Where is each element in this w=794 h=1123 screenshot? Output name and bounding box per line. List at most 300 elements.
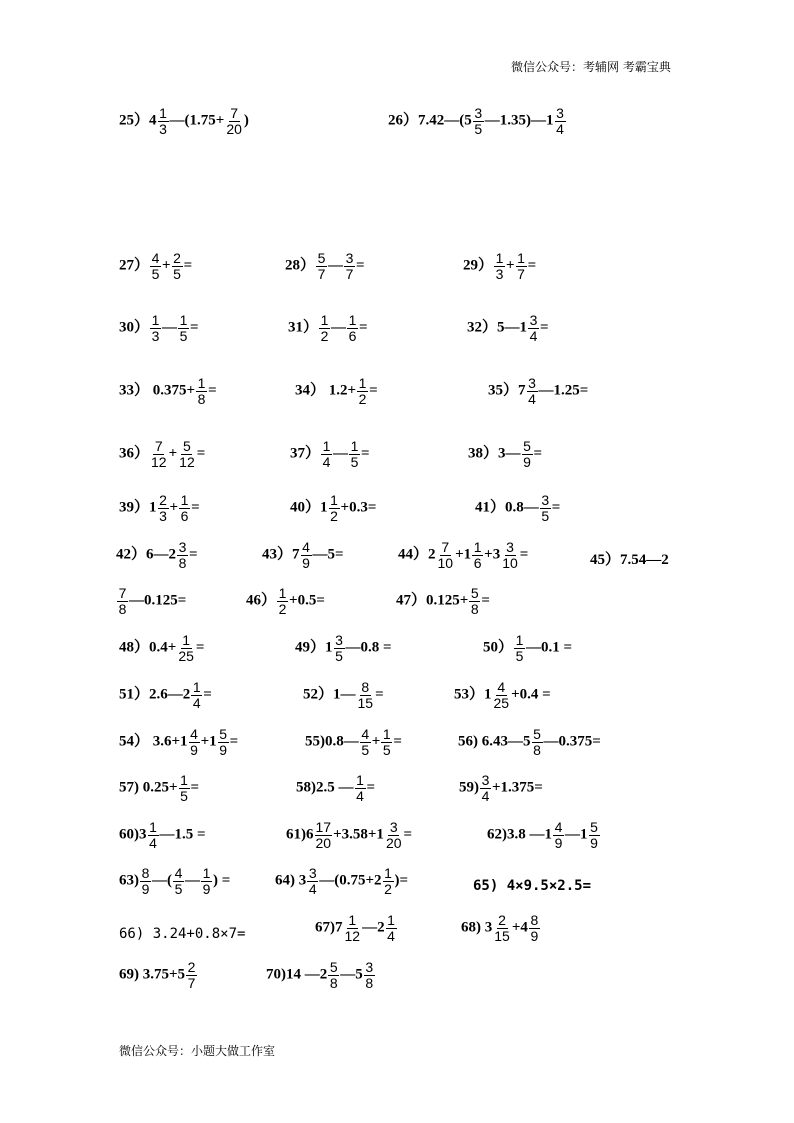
fraction-numerator: 1	[322, 438, 331, 454]
problem-43	[262, 540, 344, 570]
fraction-denominator: 10	[437, 554, 454, 571]
problem-text: +0.4 =	[511, 686, 551, 703]
problem-text: 63)	[119, 872, 139, 889]
problem-text: 59)	[459, 779, 479, 796]
problem-text: =	[369, 382, 378, 399]
problem-text: 36）	[119, 445, 150, 462]
problem-39	[119, 493, 200, 523]
fraction	[150, 313, 161, 343]
fraction	[357, 376, 368, 406]
fraction-numerator: 1	[179, 312, 188, 328]
fraction-numerator: 4	[174, 865, 183, 881]
fraction	[225, 106, 243, 136]
header-note: 微信公众号：考辅网 考霸宝典	[511, 60, 671, 74]
fraction-denominator: 4	[529, 327, 538, 344]
problem-text: =	[229, 733, 239, 750]
problem-57	[119, 773, 199, 803]
problem-text: —0.1 =	[526, 639, 573, 656]
problem-text: =	[190, 319, 199, 336]
fraction-numerator: 4	[302, 539, 310, 555]
problem-29	[463, 251, 536, 281]
fraction-denominator: 4	[481, 787, 490, 804]
problem-69	[119, 960, 198, 990]
fraction	[315, 820, 333, 850]
problem-text: +	[162, 257, 171, 274]
fraction-numerator: 3	[528, 375, 536, 391]
problem-text: +3	[484, 546, 501, 563]
problem-text: =	[527, 257, 537, 274]
problem-47	[396, 586, 490, 616]
fraction-denominator: 2	[278, 600, 287, 617]
fraction-numerator: 3	[335, 632, 343, 648]
fraction-numerator: 1	[182, 632, 190, 648]
fraction-denominator: 4	[356, 787, 364, 804]
fraction	[493, 913, 511, 943]
problem-text: 30）	[119, 319, 150, 336]
fraction-denominator: 7	[187, 974, 196, 991]
fraction	[201, 866, 212, 896]
fraction-denominator: 25	[178, 647, 194, 664]
fraction	[173, 866, 184, 896]
fraction-numerator: 5	[590, 819, 598, 835]
fraction	[493, 680, 511, 710]
problem-68	[461, 913, 541, 943]
fraction-numerator: 5	[533, 726, 541, 742]
fraction	[501, 540, 519, 570]
problem-text: 43）7	[262, 546, 300, 563]
problem-36	[119, 439, 205, 469]
fraction-numerator: 1	[473, 539, 482, 555]
fraction	[178, 313, 189, 343]
fraction	[357, 680, 375, 710]
problem-59	[459, 773, 543, 803]
fraction-denominator: 2	[358, 390, 367, 407]
problem-55	[305, 727, 402, 757]
fraction	[316, 251, 327, 281]
problem-text: 27）	[119, 257, 150, 274]
problem-56	[458, 727, 601, 757]
problem-text: +	[168, 445, 178, 462]
problem-text: 56) 6.43—5	[458, 733, 531, 750]
fraction	[158, 106, 169, 136]
fraction	[319, 313, 330, 343]
fraction-denominator: 15	[494, 927, 510, 944]
fraction	[522, 439, 533, 469]
fraction-numerator: 2	[159, 492, 167, 508]
problem-text: =	[356, 257, 365, 274]
fraction	[532, 727, 543, 757]
fraction-denominator: 9	[141, 880, 150, 897]
problem-text: =	[203, 686, 212, 703]
problem-text: 33） 0.375+	[119, 382, 196, 399]
fraction	[527, 376, 538, 406]
fraction	[191, 680, 202, 710]
fraction-numerator: 1	[356, 772, 364, 788]
fraction-numerator: 5	[523, 438, 531, 454]
problem-60	[119, 820, 206, 850]
problem-text: 51）2.6—2	[119, 686, 191, 703]
problem-44	[398, 540, 528, 570]
problem-58	[296, 773, 375, 803]
problem-text: 50）	[483, 639, 514, 656]
fraction-denominator: 15	[357, 694, 374, 711]
fraction-numerator: 1	[350, 438, 359, 454]
fraction-numerator: 5	[183, 438, 191, 454]
problem-text: 67)7	[315, 919, 343, 936]
fraction-denominator: 4	[387, 927, 395, 944]
fraction-numerator: 1	[180, 492, 189, 508]
problem-text: —5	[340, 966, 363, 983]
fraction-denominator: 5	[173, 265, 181, 282]
problem-text: —1.5 =	[159, 826, 206, 843]
fraction	[364, 960, 375, 990]
fraction-numerator: 2	[498, 912, 506, 928]
problem-49	[295, 633, 392, 663]
fraction	[473, 106, 484, 136]
problem-text: +	[371, 733, 381, 750]
fraction-denominator: 12	[179, 453, 195, 470]
fraction-denominator: 5	[174, 880, 183, 897]
fraction-numerator: 3	[506, 539, 514, 555]
problem-text: 37）	[290, 445, 321, 462]
fraction	[307, 866, 318, 896]
problem-text: 58)2.5 —	[296, 779, 354, 796]
problem-text: +1	[455, 546, 472, 563]
fraction	[140, 866, 151, 896]
problem-text: 42）6—2	[116, 546, 177, 563]
fraction-denominator: 2	[320, 327, 329, 344]
fraction-denominator: 4	[528, 390, 536, 407]
problem-25	[119, 106, 249, 136]
fraction-numerator: 1	[197, 375, 206, 391]
fraction-numerator: 1	[495, 250, 504, 266]
problem-text: —0.8 =	[345, 639, 392, 656]
problem-46	[246, 586, 325, 616]
fraction	[469, 586, 480, 616]
problem-40	[290, 493, 376, 523]
fraction-numerator: 2	[187, 959, 196, 975]
fraction-denominator: 8	[197, 390, 206, 407]
fraction-numerator: 7	[118, 585, 127, 601]
problem-text: 28）	[285, 257, 316, 274]
fraction	[321, 439, 332, 469]
problem-54	[119, 727, 238, 757]
fraction-numerator: 1	[278, 585, 287, 601]
fraction-numerator: 1	[330, 492, 338, 508]
problem-text: —(1.75+	[169, 112, 225, 129]
fraction-denominator: 8	[470, 600, 479, 617]
problem-text: +	[506, 257, 515, 274]
fraction-denominator: 3	[159, 507, 167, 524]
problem-text: 46）	[246, 592, 277, 609]
problem-text: 44）2	[398, 546, 436, 563]
problem-text: 29）	[463, 257, 494, 274]
fraction	[117, 586, 128, 616]
fraction-denominator: 5	[382, 741, 391, 758]
problem-63	[119, 866, 230, 896]
fraction-numerator: 4	[497, 679, 506, 695]
fraction	[177, 633, 195, 663]
fraction-denominator: 5	[180, 787, 188, 804]
fraction-denominator: 9	[530, 927, 539, 944]
fraction-numerator: 1	[384, 865, 392, 881]
fraction	[344, 913, 362, 943]
problem-text: =	[189, 546, 198, 563]
problem-text: 45）7.54—2	[590, 552, 669, 568]
problem-text: ) =	[213, 872, 231, 889]
fraction-numerator: 8	[361, 679, 370, 695]
problem-text: —2	[362, 919, 385, 936]
problem-65	[473, 879, 591, 893]
problem-text: 54） 3.6+1	[119, 733, 188, 750]
footer-note: 微信公众号：小题大做工作室	[119, 1044, 276, 1058]
fraction	[437, 540, 455, 570]
fraction-denominator: 8	[178, 554, 187, 571]
fraction-numerator: 1	[202, 865, 211, 881]
fraction	[189, 727, 200, 757]
problem-text: 70)14 —2	[266, 966, 328, 983]
problem-28	[285, 251, 365, 281]
fraction	[196, 376, 207, 406]
fraction	[172, 251, 183, 281]
fraction-denominator: 6	[473, 554, 482, 571]
fraction-denominator: 5	[179, 327, 188, 344]
problem-text: 66) 3.24+0.8×7=	[119, 926, 246, 942]
problem-51	[119, 680, 212, 710]
problem-text: =	[191, 499, 200, 516]
fraction-numerator: 4	[151, 250, 160, 266]
problem-text: 57) 0.25+	[119, 779, 178, 796]
fraction-denominator: 2	[330, 507, 338, 524]
fraction-denominator: 5	[361, 741, 370, 758]
fraction-numerator: 1	[320, 312, 329, 328]
fraction	[301, 540, 312, 570]
problem-41	[475, 493, 560, 523]
problem-67	[315, 913, 398, 943]
fraction	[472, 540, 483, 570]
fraction	[516, 251, 527, 281]
fraction	[277, 586, 288, 616]
problem-50	[483, 633, 572, 663]
fraction	[347, 313, 358, 343]
problem-text: +0.3=	[340, 499, 377, 516]
problem-text: 39）1	[119, 499, 157, 516]
fraction-denominator: 8	[118, 600, 127, 617]
fraction-numerator: 3	[541, 492, 550, 508]
fraction-numerator: 1	[517, 250, 525, 266]
fraction-numerator: 17	[315, 819, 332, 835]
fraction	[344, 251, 355, 281]
fraction	[381, 727, 392, 757]
problem-30	[119, 313, 199, 343]
fraction-denominator: 12	[344, 927, 361, 944]
problem-34	[295, 376, 378, 406]
fraction-denominator: 5	[541, 507, 550, 524]
problem-text: 64) 3	[275, 872, 307, 889]
fraction	[186, 960, 197, 990]
fraction-denominator: 5	[474, 120, 483, 137]
problem-text: =	[361, 445, 370, 462]
fraction-denominator: 5	[335, 647, 343, 664]
fraction-denominator: 20	[385, 834, 402, 851]
fraction-denominator: 5	[151, 265, 160, 282]
problem-text: 52）1—	[303, 686, 356, 703]
fraction-denominator: 20	[226, 120, 242, 137]
fraction-denominator: 8	[533, 741, 541, 758]
problem-text: =	[519, 546, 529, 563]
fraction-numerator: 3	[178, 539, 187, 555]
problem-text: =	[196, 445, 206, 462]
fraction-denominator: 8	[365, 974, 374, 991]
fraction-denominator: 9	[190, 741, 198, 758]
fraction	[179, 773, 190, 803]
fraction-denominator: 9	[202, 880, 211, 897]
problem-text: =	[551, 499, 561, 516]
fraction-numerator: 4	[554, 819, 563, 835]
fraction-numerator: 1	[348, 312, 357, 328]
problem-text: =	[208, 382, 217, 399]
problem-text: =	[403, 826, 413, 843]
problem-text: =	[540, 319, 549, 336]
fraction-numerator: 1	[159, 105, 167, 121]
fraction	[529, 913, 540, 943]
fraction-numerator: 2	[173, 250, 181, 266]
fraction-denominator: 7	[317, 265, 326, 282]
fraction	[177, 540, 188, 570]
fraction-numerator: 3	[308, 865, 317, 881]
problem-62	[487, 820, 601, 850]
problem-text: 61)6	[286, 826, 314, 843]
fraction	[386, 913, 397, 943]
problem-37	[290, 439, 370, 469]
fraction-denominator: 4	[322, 453, 331, 470]
fraction-numerator: 1	[149, 819, 157, 835]
fraction-denominator: 3	[495, 265, 504, 282]
problem-48	[119, 633, 204, 663]
problem-52	[303, 680, 384, 710]
problem-text: —	[185, 872, 200, 889]
fraction-numerator: 7	[154, 438, 163, 454]
problem-text: 68) 3	[461, 919, 493, 936]
fraction-numerator: 3	[556, 105, 564, 121]
fraction-numerator: 1	[180, 772, 188, 788]
fraction	[383, 866, 394, 896]
fraction-denominator: 9	[302, 554, 310, 571]
problem-text: —(0.75+2	[319, 872, 382, 889]
fraction-numerator: 7	[441, 539, 450, 555]
fraction-denominator: 5	[515, 647, 524, 664]
fraction	[480, 773, 491, 803]
fraction-denominator: 20	[315, 834, 332, 851]
problem-70	[266, 960, 376, 990]
problem-text: 69) 3.75+5	[119, 966, 186, 983]
fraction-numerator: 1	[387, 912, 395, 928]
fraction	[540, 493, 551, 523]
fraction-numerator: 4	[190, 726, 198, 742]
fraction-numerator: 3	[345, 250, 354, 266]
problem-text: 41）0.8—	[475, 499, 539, 516]
fraction	[150, 439, 168, 469]
problem-text: 48）0.4+	[119, 639, 177, 656]
problem-text: 47）0.125+	[396, 592, 469, 609]
problem-text: —(	[152, 872, 172, 889]
fraction-denominator: 7	[345, 265, 354, 282]
fraction-denominator: 4	[192, 694, 201, 711]
problem-35	[488, 376, 588, 406]
problem-42	[116, 540, 198, 570]
fraction	[334, 633, 345, 663]
problem-text: —0.375=	[543, 733, 601, 750]
problem-text: +0.5=	[289, 592, 325, 609]
problem-text: —1.25=	[538, 382, 589, 399]
fraction	[148, 820, 159, 850]
problem-text: —0.125=	[129, 592, 187, 609]
problem-66	[119, 927, 245, 941]
fraction	[553, 820, 564, 850]
fraction-numerator: 5	[317, 250, 326, 266]
fraction-numerator: 5	[329, 959, 338, 975]
fraction-numerator: 3	[474, 105, 483, 121]
fraction-numerator: 4	[361, 726, 370, 742]
fraction-numerator: 5	[219, 726, 228, 742]
problem-text: —	[328, 257, 344, 274]
fraction	[514, 633, 525, 663]
problem-64	[275, 866, 408, 896]
problem-text: 34） 1.2+	[295, 382, 357, 399]
problem-text: 35）7	[488, 382, 526, 399]
problem-text: =	[533, 445, 543, 462]
fraction-denominator: 4	[556, 120, 564, 137]
problem-text: 25）4	[119, 112, 157, 129]
problem-text: —	[162, 319, 178, 336]
fraction-numerator: 3	[389, 819, 398, 835]
problem-text: —1	[565, 826, 588, 843]
problem-text: 32）5—1	[467, 319, 528, 336]
problem-26	[388, 106, 567, 136]
problem-text: —	[331, 319, 347, 336]
fraction-denominator: 10	[502, 554, 518, 571]
fraction	[555, 106, 566, 136]
problem-text: +1	[200, 733, 217, 750]
fraction	[179, 493, 190, 523]
problem-text: —1.35)—1	[484, 112, 554, 129]
fraction-numerator: 1	[151, 312, 160, 328]
fraction	[494, 251, 505, 281]
fraction-numerator: 7	[230, 105, 238, 121]
problem-text: 53）1	[454, 686, 492, 703]
fraction-denominator: 12	[151, 453, 167, 470]
fraction-denominator: 9	[523, 453, 531, 470]
fraction	[385, 820, 403, 850]
fraction	[150, 251, 161, 281]
problem-31	[288, 313, 368, 343]
problem-text: =	[183, 257, 193, 274]
problem-text: =	[195, 639, 205, 656]
problem-text: =	[393, 733, 402, 750]
fraction-denominator: 6	[348, 327, 357, 344]
fraction	[355, 773, 366, 803]
problem-text: +4	[511, 919, 528, 936]
problem-text: —5=	[312, 546, 344, 563]
fraction	[178, 439, 196, 469]
problem-text: —	[333, 445, 349, 462]
problem-text: )=	[394, 872, 409, 889]
fraction	[528, 313, 539, 343]
problem-text: 65) 4×9.5×2.5=	[473, 878, 592, 894]
fraction-denominator: 5	[350, 453, 359, 470]
fraction-numerator: 5	[470, 585, 479, 601]
fraction-denominator: 9	[590, 834, 598, 851]
